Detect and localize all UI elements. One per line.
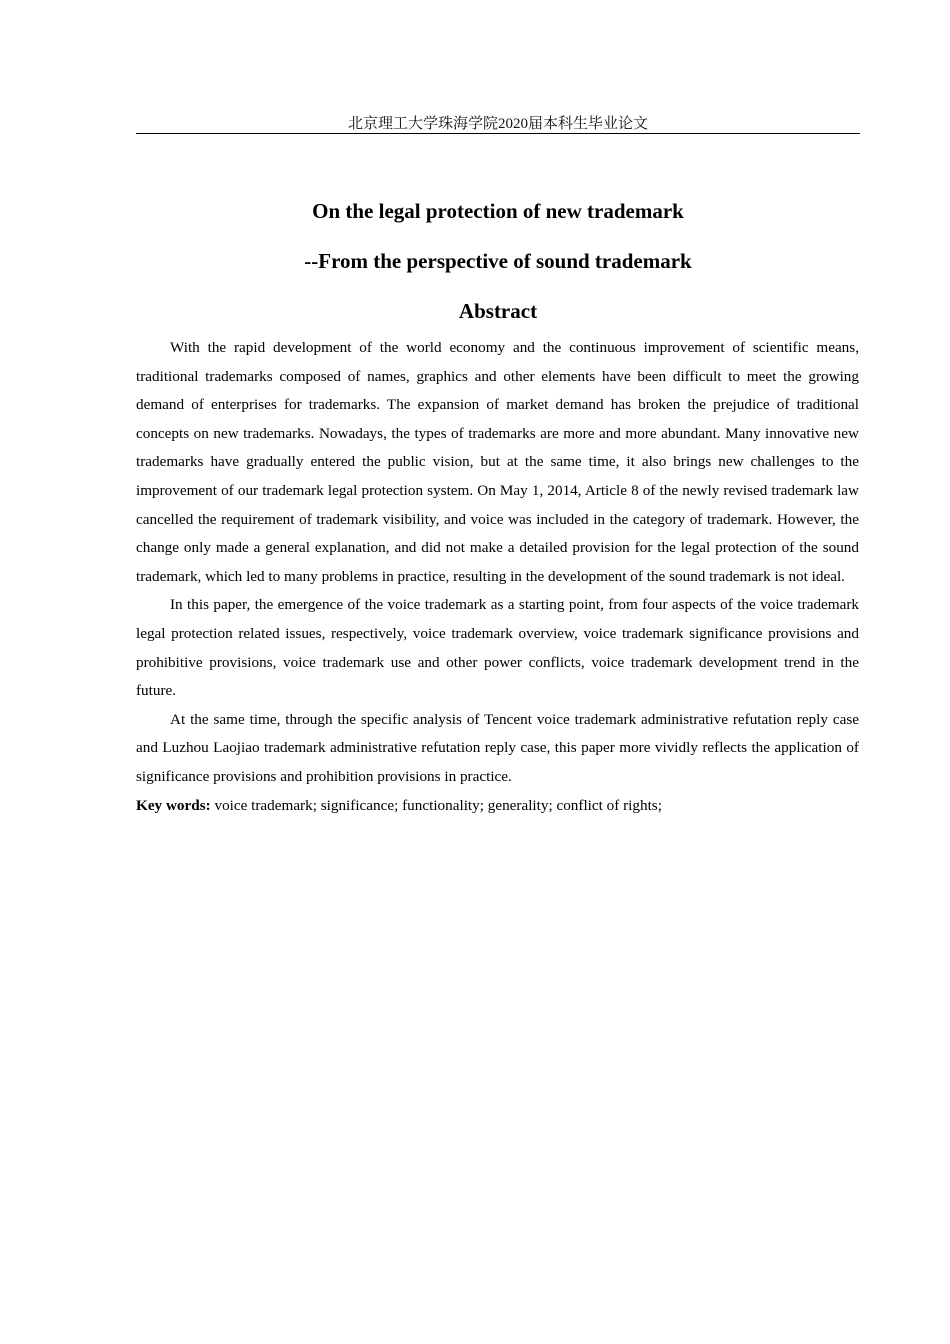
header-rule — [136, 133, 860, 134]
abstract-paragraph: In this paper, the emergence of the voice trademark as a starting point, from four aspects of the voice trademark legal protection related issues, respectively, voice trademark overview, voice trademark significance provisions and prohibitive provisions, voice trademark use and other power conflicts, voice trademark development trend in the future. — [136, 596, 859, 700]
abstract-paragraph: At the same time, through the specific analysis of Tencent voice trademark administrative refutation reply case and Luzhou Laojiao trademark administrative refutation reply case, this paper more vividly reflects the application of significance provisions and prohibition provisions in practice. — [136, 710, 859, 785]
keywords-label: Key words: — [136, 796, 211, 814]
paper-subtitle: --From the perspective of sound trademark — [304, 249, 692, 273]
abstract-heading: Abstract — [458, 299, 538, 323]
abstract-paragraph: With the rapid development of the world economy and the continuous improvement of scientific means, traditional trademarks composed of names, graphics and other elements have been difficult to meet the growing demand of enterprises for trademarks. The expansion of market demand has broken the prejudice of traditional concepts on new trademarks. Nowadays, the types of trademarks are more and more abundant. Many innovative new trademarks have gradually entered the public vision, but at the same time, it also brings new challenges to the improvement of our trademark legal protection system. On May 1, 2014, Article 8 of the newly revised trademark law cancelled the requirement of trademark visibility, and voice was included in the category of trademark. However, the change only made a general explanation, and did not make a detailed provision for the legal protection of the sound trademark, which led to many problems in practice, resulting in the development of the sound trademark is not ideal. — [136, 339, 859, 585]
keywords-text: voice trademark; significance; functionality; generality; conflict of rights; — [210, 796, 662, 814]
paper-title: On the legal protection of new trademark — [312, 199, 684, 223]
abstract-body — [136, 334, 859, 820]
keywords-line — [136, 792, 859, 821]
running-header: 北京理工大学珠海学院2020届本科生毕业论文 — [347, 116, 648, 132]
